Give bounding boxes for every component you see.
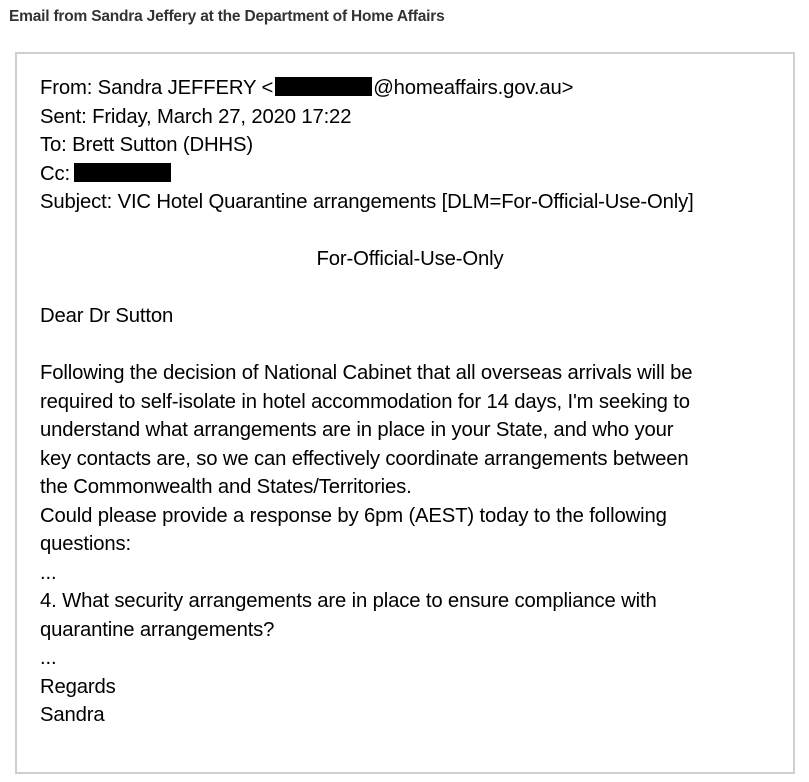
spacer: [40, 274, 780, 303]
paragraph-line: key contacts are, so we can effectively coordinate arrangements between: [40, 447, 689, 470]
signature: Sandra: [40, 704, 105, 726]
question-line: quarantine arrangements?: [40, 618, 275, 641]
paragraph-line: Could please provide a response by 6pm (AEST) today to the following: [40, 504, 667, 527]
spacer: [40, 217, 780, 246]
paragraph-line: Following the decision of National Cabinet that all overseas arrivals will be: [40, 362, 693, 384]
classification-marking: For-Official-Use-Only: [316, 248, 504, 270]
spacer: [40, 331, 780, 360]
question-item: [40, 587, 780, 644]
from-label: From: Sandra JEFFERY <: [40, 77, 274, 99]
redacted-email-block: [275, 77, 372, 96]
email-content: [40, 74, 780, 730]
paragraph-line: understand what arrangements are in place in your State, and who your: [40, 419, 674, 441]
email-screenshot: [15, 52, 795, 774]
sent-line: Sent: Friday, March 27, 2020 17:22: [40, 105, 352, 128]
redacted-cc-block: [74, 163, 171, 182]
from-domain: @homeaffairs.gov.au>: [373, 77, 574, 99]
ellipsis: ...: [40, 561, 57, 584]
subject-line: Subject: VIC Hotel Quarantine arrangements [DLM=For-Official-Use-Only]: [40, 191, 694, 213]
image-caption: Email from Sandra Jeffery at the Department of Home Affairs: [9, 8, 445, 25]
signoff: Regards: [40, 675, 116, 698]
body-paragraph: [40, 359, 780, 559]
to-line: To: Brett Sutton (DHHS): [40, 134, 253, 156]
greeting: Dear Dr Sutton: [40, 305, 174, 327]
cc-line: [40, 160, 780, 189]
paragraph-line: questions:: [40, 533, 131, 555]
cc-label: Cc:: [40, 162, 70, 185]
ellipsis: ...: [40, 647, 57, 669]
question-line: 4. What security arrangements are in place to ensure compliance with: [40, 590, 657, 612]
from-line: [40, 74, 780, 103]
paragraph-line: required to self-isolate in hotel accommodation for 14 days, I'm seeking to: [40, 390, 690, 413]
paragraph-line: the Commonwealth and States/Territories.: [40, 476, 412, 498]
